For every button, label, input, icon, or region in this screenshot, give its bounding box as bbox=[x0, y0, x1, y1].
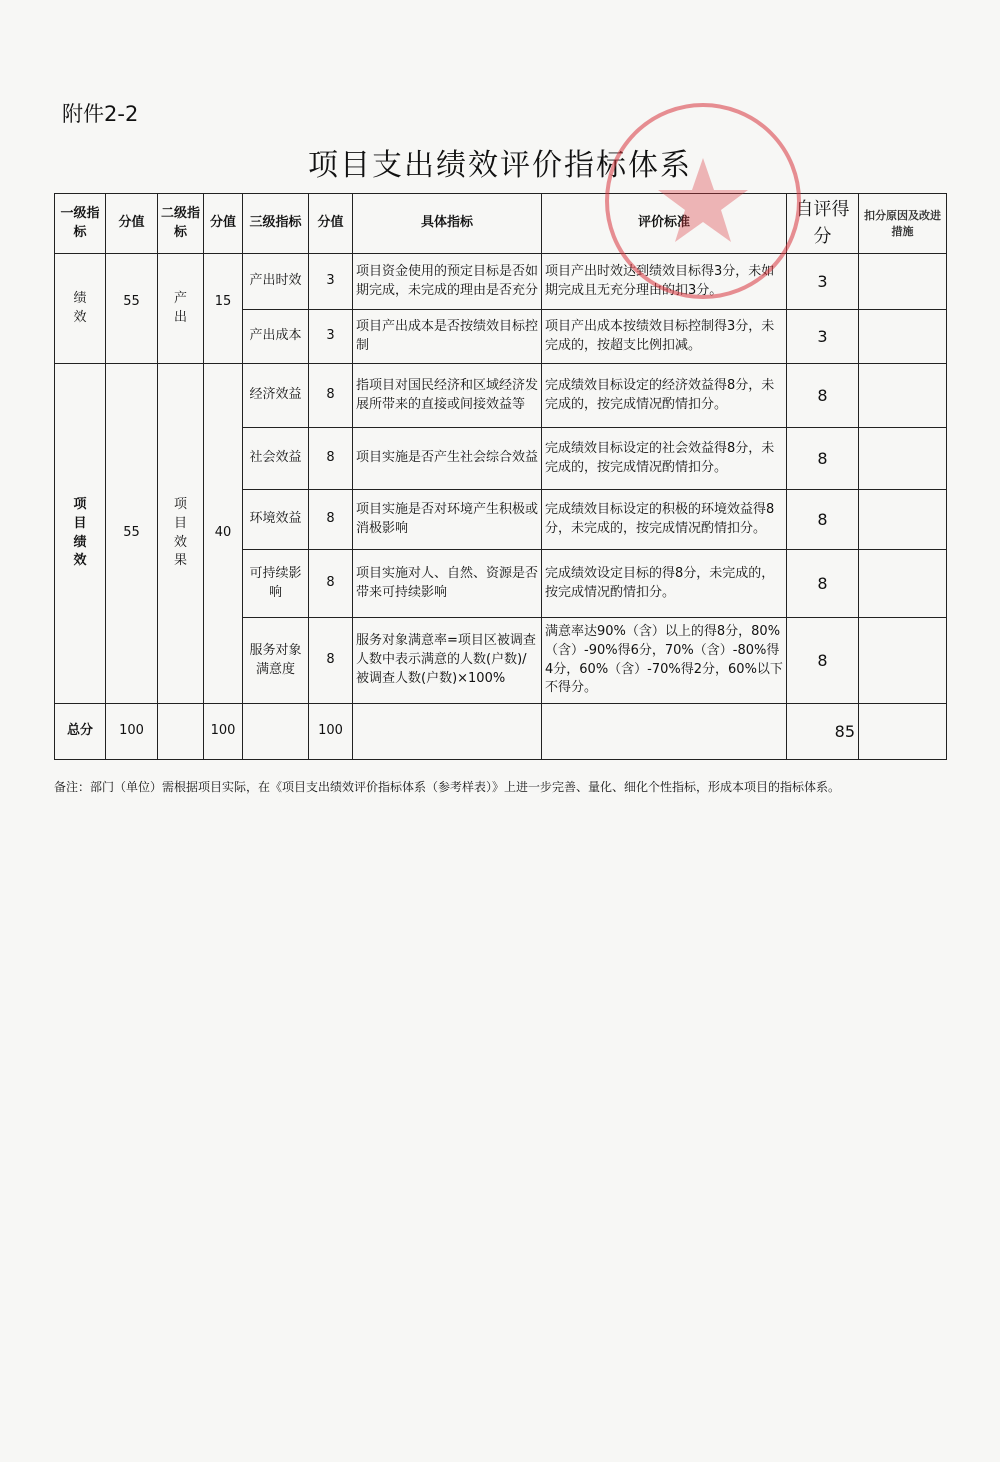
score2-fragment-cell bbox=[204, 254, 243, 364]
level1-label: 项目绩效 bbox=[73, 496, 87, 569]
footnote: 备注：部门（单位）需根据项目实际，在《项目支出绩效评价指标体系（参考样表）》上进一步完善、量化、细化个性指标，形成本项目的指标体系。 bbox=[54, 780, 841, 794]
specific-cell: 项目实施是否对环境产生积极或消极影响 bbox=[353, 490, 542, 550]
reason-cell bbox=[859, 428, 947, 490]
empty-cell bbox=[542, 704, 787, 760]
header-self-score: 自评得分 bbox=[787, 194, 859, 254]
specific-cell: 项目资金使用的预定目标是否如期完成，未完成的理由是否充分 bbox=[353, 254, 542, 310]
total-label: 总分 bbox=[55, 704, 106, 760]
self-score-cell: 8 bbox=[787, 550, 859, 618]
score1-cell: 55 bbox=[106, 364, 158, 704]
score3-cell: 8 bbox=[309, 550, 353, 618]
level2-fragment: 产出 bbox=[173, 290, 187, 325]
total-row bbox=[55, 704, 947, 760]
header-level1: 一级指标 bbox=[55, 194, 106, 254]
level2-label: 项目效果 bbox=[173, 496, 187, 569]
empty-cell bbox=[353, 704, 542, 760]
table-row bbox=[55, 254, 947, 310]
empty-cell bbox=[859, 704, 947, 760]
total-score3: 100 bbox=[309, 704, 353, 760]
self-score-cell: 3 bbox=[787, 254, 859, 310]
self-score-cell: 8 bbox=[787, 364, 859, 428]
self-score-cell: 8 bbox=[787, 428, 859, 490]
self-score-cell: 8 bbox=[787, 490, 859, 550]
reason-cell bbox=[859, 490, 947, 550]
header-score1: 分值 bbox=[106, 194, 158, 254]
header-score2: 分值 bbox=[204, 194, 243, 254]
level1-fragment-cell bbox=[55, 254, 106, 364]
document-title: 项目支出绩效评价指标体系 bbox=[308, 148, 692, 183]
attachment-label: 附件2-2 bbox=[62, 102, 139, 126]
reason-cell bbox=[859, 310, 947, 364]
table-row bbox=[55, 364, 947, 428]
indicator-table bbox=[54, 193, 947, 760]
specific-cell: 项目实施对人、自然、资源是否带来可持续影响 bbox=[353, 550, 542, 618]
criteria-cell: 完成绩效目标设定的积极的环境效益得8分，未完成的，按完成情况酌情扣分。 bbox=[542, 490, 787, 550]
total-self-score: 85 bbox=[787, 704, 859, 760]
specific-cell: 项目产出成本是否按绩效目标控制 bbox=[353, 310, 542, 364]
specific-cell: 指项目对国民经济和区域经济发展所带来的直接或间接效益等 bbox=[353, 364, 542, 428]
level3-cell: 社会效益 bbox=[243, 428, 309, 490]
level3-cell: 产出时效 bbox=[243, 254, 309, 310]
reason-cell bbox=[859, 364, 947, 428]
level3-cell: 服务对象满意度 bbox=[243, 618, 309, 704]
self-score-cell: 3 bbox=[787, 310, 859, 364]
total-score2: 100 bbox=[204, 704, 243, 760]
score3-cell: 8 bbox=[309, 490, 353, 550]
header-specific: 具体指标 bbox=[353, 194, 542, 254]
criteria-cell: 项目产出成本按绩效目标控制得3分，未完成的，按超支比例扣减。 bbox=[542, 310, 787, 364]
header-score3: 分值 bbox=[309, 194, 353, 254]
level1-cell bbox=[55, 364, 106, 704]
score3-cell: 8 bbox=[309, 618, 353, 704]
header-row bbox=[55, 194, 947, 254]
criteria-cell: 项目产出时效达到绩效目标得3分，未如期完成且无充分理由的扣3分。 bbox=[542, 254, 787, 310]
specific-cell: 项目实施是否产生社会综合效益 bbox=[353, 428, 542, 490]
level2-cell bbox=[158, 364, 204, 704]
criteria-cell: 完成绩效设定目标的得8分，未完成的，按完成情况酌情扣分。 bbox=[542, 550, 787, 618]
level3-cell: 经济效益 bbox=[243, 364, 309, 428]
empty-cell bbox=[243, 704, 309, 760]
header-deduction-reason: 扣分原因及改进措施 bbox=[859, 194, 947, 254]
score3-cell: 3 bbox=[309, 310, 353, 364]
level3-cell: 产出成本 bbox=[243, 310, 309, 364]
header-level2: 二级指标 bbox=[158, 194, 204, 254]
reason-cell bbox=[859, 254, 947, 310]
total-score1: 100 bbox=[106, 704, 158, 760]
reason-cell bbox=[859, 618, 947, 704]
criteria-cell: 完成绩效目标设定的经济效益得8分，未完成的，按完成情况酌情扣分。 bbox=[542, 364, 787, 428]
score3-cell: 3 bbox=[309, 254, 353, 310]
level3-cell: 可持续影响 bbox=[243, 550, 309, 618]
header-criteria: 评价标准 bbox=[542, 194, 787, 254]
level2-fragment-cell bbox=[158, 254, 204, 364]
score3-cell: 8 bbox=[309, 364, 353, 428]
specific-cell: 服务对象满意率=项目区被调查人数中表示满意的人数(户数)/ 被调查人数(户数)×100% bbox=[353, 618, 542, 704]
reason-cell bbox=[859, 550, 947, 618]
criteria-cell: 满意率达90%（含）以上的得8分，80%（含）-90%得6分，70%（含）-80%得4分，60%（含）-70%得2分，60%以下不得分。 bbox=[542, 618, 787, 704]
empty-cell bbox=[158, 704, 204, 760]
header-level3: 三级指标 bbox=[243, 194, 309, 254]
level3-cell: 环境效益 bbox=[243, 490, 309, 550]
score1-fragment-cell bbox=[106, 254, 158, 364]
score2-cell: 40 bbox=[204, 364, 243, 704]
level1-fragment: 绩效 bbox=[73, 290, 87, 325]
score1-fragment: 55 bbox=[123, 294, 140, 310]
score2-fragment: 15 bbox=[214, 294, 232, 310]
self-score-cell: 8 bbox=[787, 618, 859, 704]
criteria-cell: 完成绩效目标设定的社会效益得8分，未完成的，按完成情况酌情扣分。 bbox=[542, 428, 787, 490]
score3-cell: 8 bbox=[309, 428, 353, 490]
